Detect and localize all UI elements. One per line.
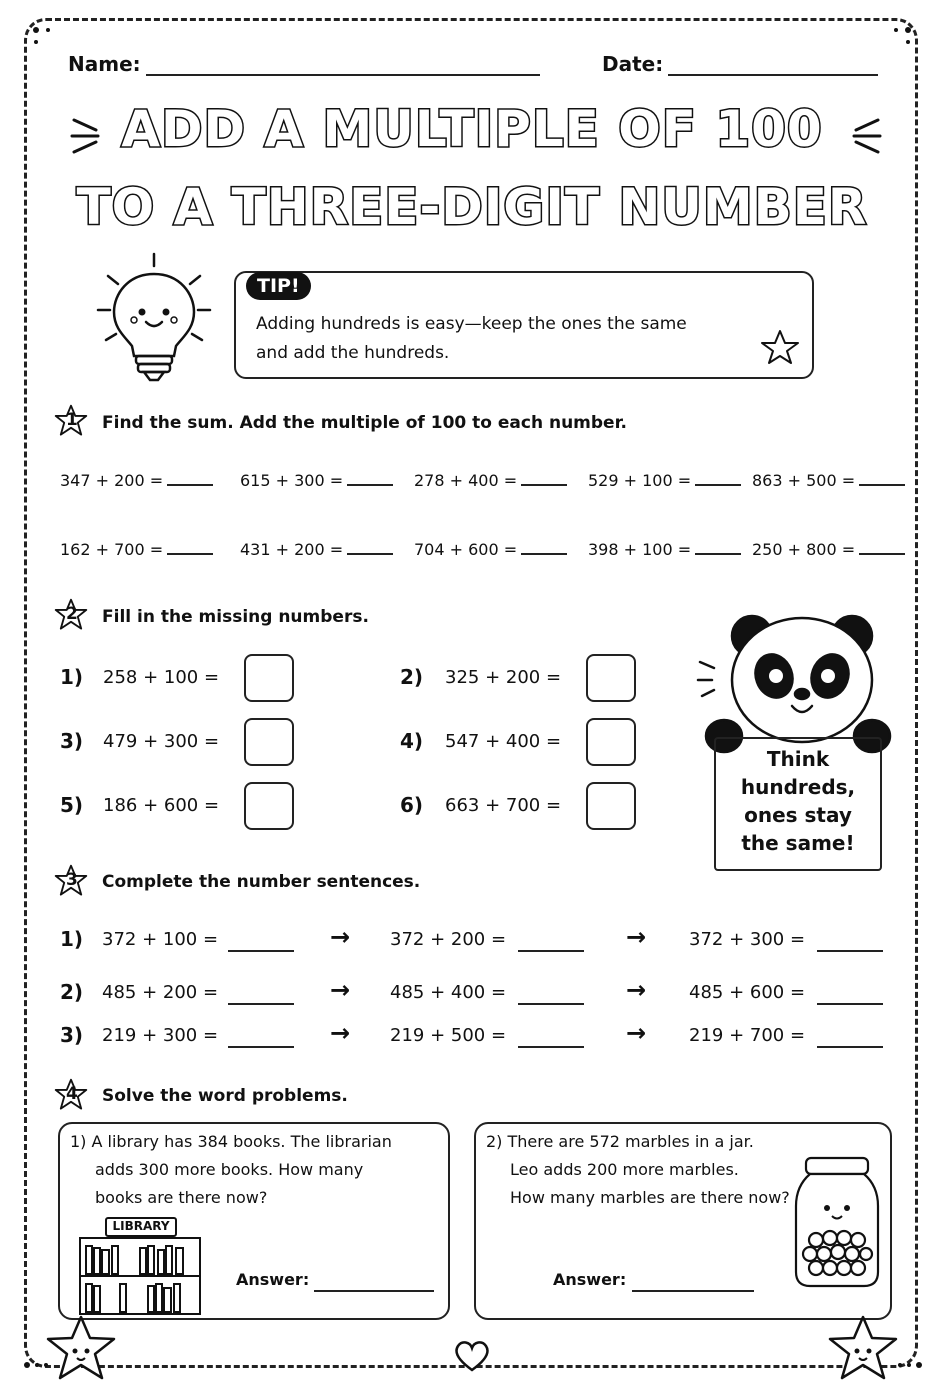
item-equation: 547 + 400 = [445, 731, 562, 752]
problem-1-5: 863 + 500 = [752, 468, 905, 490]
problem-line: How many marbles are there now? [510, 1188, 790, 1207]
arrow-icon: → [330, 976, 351, 1004]
answer-label: Answer: [553, 1270, 627, 1289]
problem-line: 2) There are 572 marbles in a jar. [486, 1132, 754, 1151]
item-label: 4) [400, 729, 424, 753]
library-sign: LIBRARY [112, 1219, 170, 1233]
answer-label: Answer: [236, 1270, 310, 1289]
star-face-icon [44, 1314, 118, 1384]
row-equation: 219 + 700 = [689, 1025, 806, 1046]
panda-sign-line: the same! [741, 831, 855, 855]
section-4-title: Solve the word problems. [102, 1086, 348, 1106]
marble-jar-icon [794, 1156, 880, 1290]
problem-1-1: 347 + 200 = [60, 468, 213, 490]
star-icon [760, 328, 800, 366]
section-3-title: Complete the number sentences. [102, 872, 421, 892]
answer-blank[interactable] [695, 468, 741, 486]
section-2-number: 2 [66, 604, 78, 624]
row-equation: 219 + 300 = [102, 1025, 219, 1046]
answer-blank[interactable] [859, 468, 905, 486]
panda-sign [714, 737, 882, 871]
arrow-icon: → [626, 1019, 647, 1047]
problem-1-2: 615 + 300 = [240, 468, 393, 490]
answer-line[interactable] [817, 950, 883, 952]
section-2-title: Fill in the missing numbers. [102, 607, 369, 627]
answer-blank[interactable] [521, 537, 567, 555]
arrow-icon: → [330, 1019, 351, 1047]
item-equation: 663 + 700 = [445, 795, 562, 816]
row-equation: 372 + 300 = [689, 929, 806, 950]
answer-box[interactable] [586, 654, 636, 702]
item-label: 1) [60, 665, 84, 689]
row-equation: 372 + 100 = [102, 929, 219, 950]
corner-dots-icon [886, 22, 916, 52]
tip-line-2: and add the hundreds. [256, 343, 450, 363]
word-problem-2-text [486, 1128, 790, 1212]
answer-line[interactable] [518, 1003, 584, 1005]
row-equation: 219 + 500 = [390, 1025, 507, 1046]
row-equation: 485 + 200 = [102, 982, 219, 1003]
problem-1-3: 278 + 400 = [414, 468, 567, 490]
item-label: 2) [400, 665, 424, 689]
title-line-1: ADD A MULTIPLE OF 100 [121, 100, 823, 158]
panda-icon [694, 614, 894, 754]
row-equation: 485 + 400 = [390, 982, 507, 1003]
date-label: Date: [602, 52, 664, 76]
date-field[interactable] [668, 74, 878, 76]
row-label: 2) [60, 980, 84, 1004]
item-equation: 186 + 600 = [103, 795, 220, 816]
item-label: 3) [60, 729, 84, 753]
item-label: 5) [60, 793, 84, 817]
answer-line[interactable] [632, 1290, 754, 1292]
panda-sign-line: ones stay [744, 803, 852, 827]
answer-blank[interactable] [521, 468, 567, 486]
answer-line[interactable] [518, 950, 584, 952]
sparkle-lines-icon [68, 112, 104, 158]
problem-1-6: 162 + 700 = [60, 537, 213, 559]
row-label: 3) [60, 1023, 84, 1047]
item-equation: 258 + 100 = [103, 667, 220, 688]
name-label: Name: [68, 52, 141, 76]
corner-dots-icon [28, 22, 58, 52]
answer-box[interactable] [244, 718, 294, 766]
problem-line: Leo adds 200 more marbles. [510, 1160, 739, 1179]
problem-1-9: 398 + 100 = [588, 537, 741, 559]
answer-line[interactable] [228, 1046, 294, 1048]
problem-1-7: 431 + 200 = [240, 537, 393, 559]
panda-sign-line: Think [766, 747, 830, 771]
answer-box[interactable] [244, 654, 294, 702]
heart-icon [452, 1338, 492, 1374]
arrow-icon: → [330, 923, 351, 951]
answer-line[interactable] [817, 1003, 883, 1005]
section-1-number: 1 [66, 410, 78, 430]
answer-blank[interactable] [167, 537, 213, 555]
name-field[interactable] [146, 74, 540, 76]
dots-icon [22, 1358, 52, 1372]
answer-box[interactable] [586, 782, 636, 830]
problem-1-8: 704 + 600 = [414, 537, 567, 559]
problem-1-10: 250 + 800 = [752, 537, 905, 559]
answer-line[interactable] [817, 1046, 883, 1048]
answer-blank[interactable] [859, 537, 905, 555]
item-equation: 479 + 300 = [103, 731, 220, 752]
answer-blank[interactable] [695, 537, 741, 555]
problem-line: books are there now? [95, 1188, 268, 1207]
section-3-number: 3 [66, 870, 78, 890]
item-equation: 325 + 200 = [445, 667, 562, 688]
star-face-icon [826, 1314, 900, 1384]
title-line-2: TO A THREE-DIGIT NUMBER [76, 178, 868, 236]
arrow-icon: → [626, 976, 647, 1004]
panda-sign-line: hundreds, [740, 775, 856, 799]
answer-line[interactable] [314, 1290, 434, 1292]
section-1-title: Find the sum. Add the multiple of 100 to each number. [102, 413, 628, 433]
sparkle-lines-icon [848, 112, 884, 158]
answer-line[interactable] [518, 1046, 584, 1048]
item-label: 6) [400, 793, 424, 817]
problem-line: 1) A library has 384 books. The librarian [70, 1132, 392, 1151]
word-problem-1-text [70, 1128, 392, 1212]
row-equation: 485 + 600 = [689, 982, 806, 1003]
arrow-icon: → [626, 923, 647, 951]
row-label: 1) [60, 927, 84, 951]
answer-line[interactable] [228, 950, 294, 952]
answer-box[interactable] [586, 718, 636, 766]
lightbulb-icon [94, 248, 216, 384]
section-4-number: 4 [66, 1084, 78, 1104]
answer-box[interactable] [244, 782, 294, 830]
answer-blank[interactable] [347, 468, 393, 486]
tip-line-1: Adding hundreds is easy—keep the ones the same [256, 314, 687, 334]
answer-blank[interactable] [167, 468, 213, 486]
answer-line[interactable] [228, 1003, 294, 1005]
tip-badge: TIP! [246, 272, 311, 300]
dots-icon [894, 1358, 924, 1372]
problem-1-4: 529 + 100 = [588, 468, 741, 490]
answer-blank[interactable] [347, 537, 393, 555]
problem-line: adds 300 more books. How many [95, 1160, 364, 1179]
tip-text [256, 310, 756, 368]
row-equation: 372 + 200 = [390, 929, 507, 950]
